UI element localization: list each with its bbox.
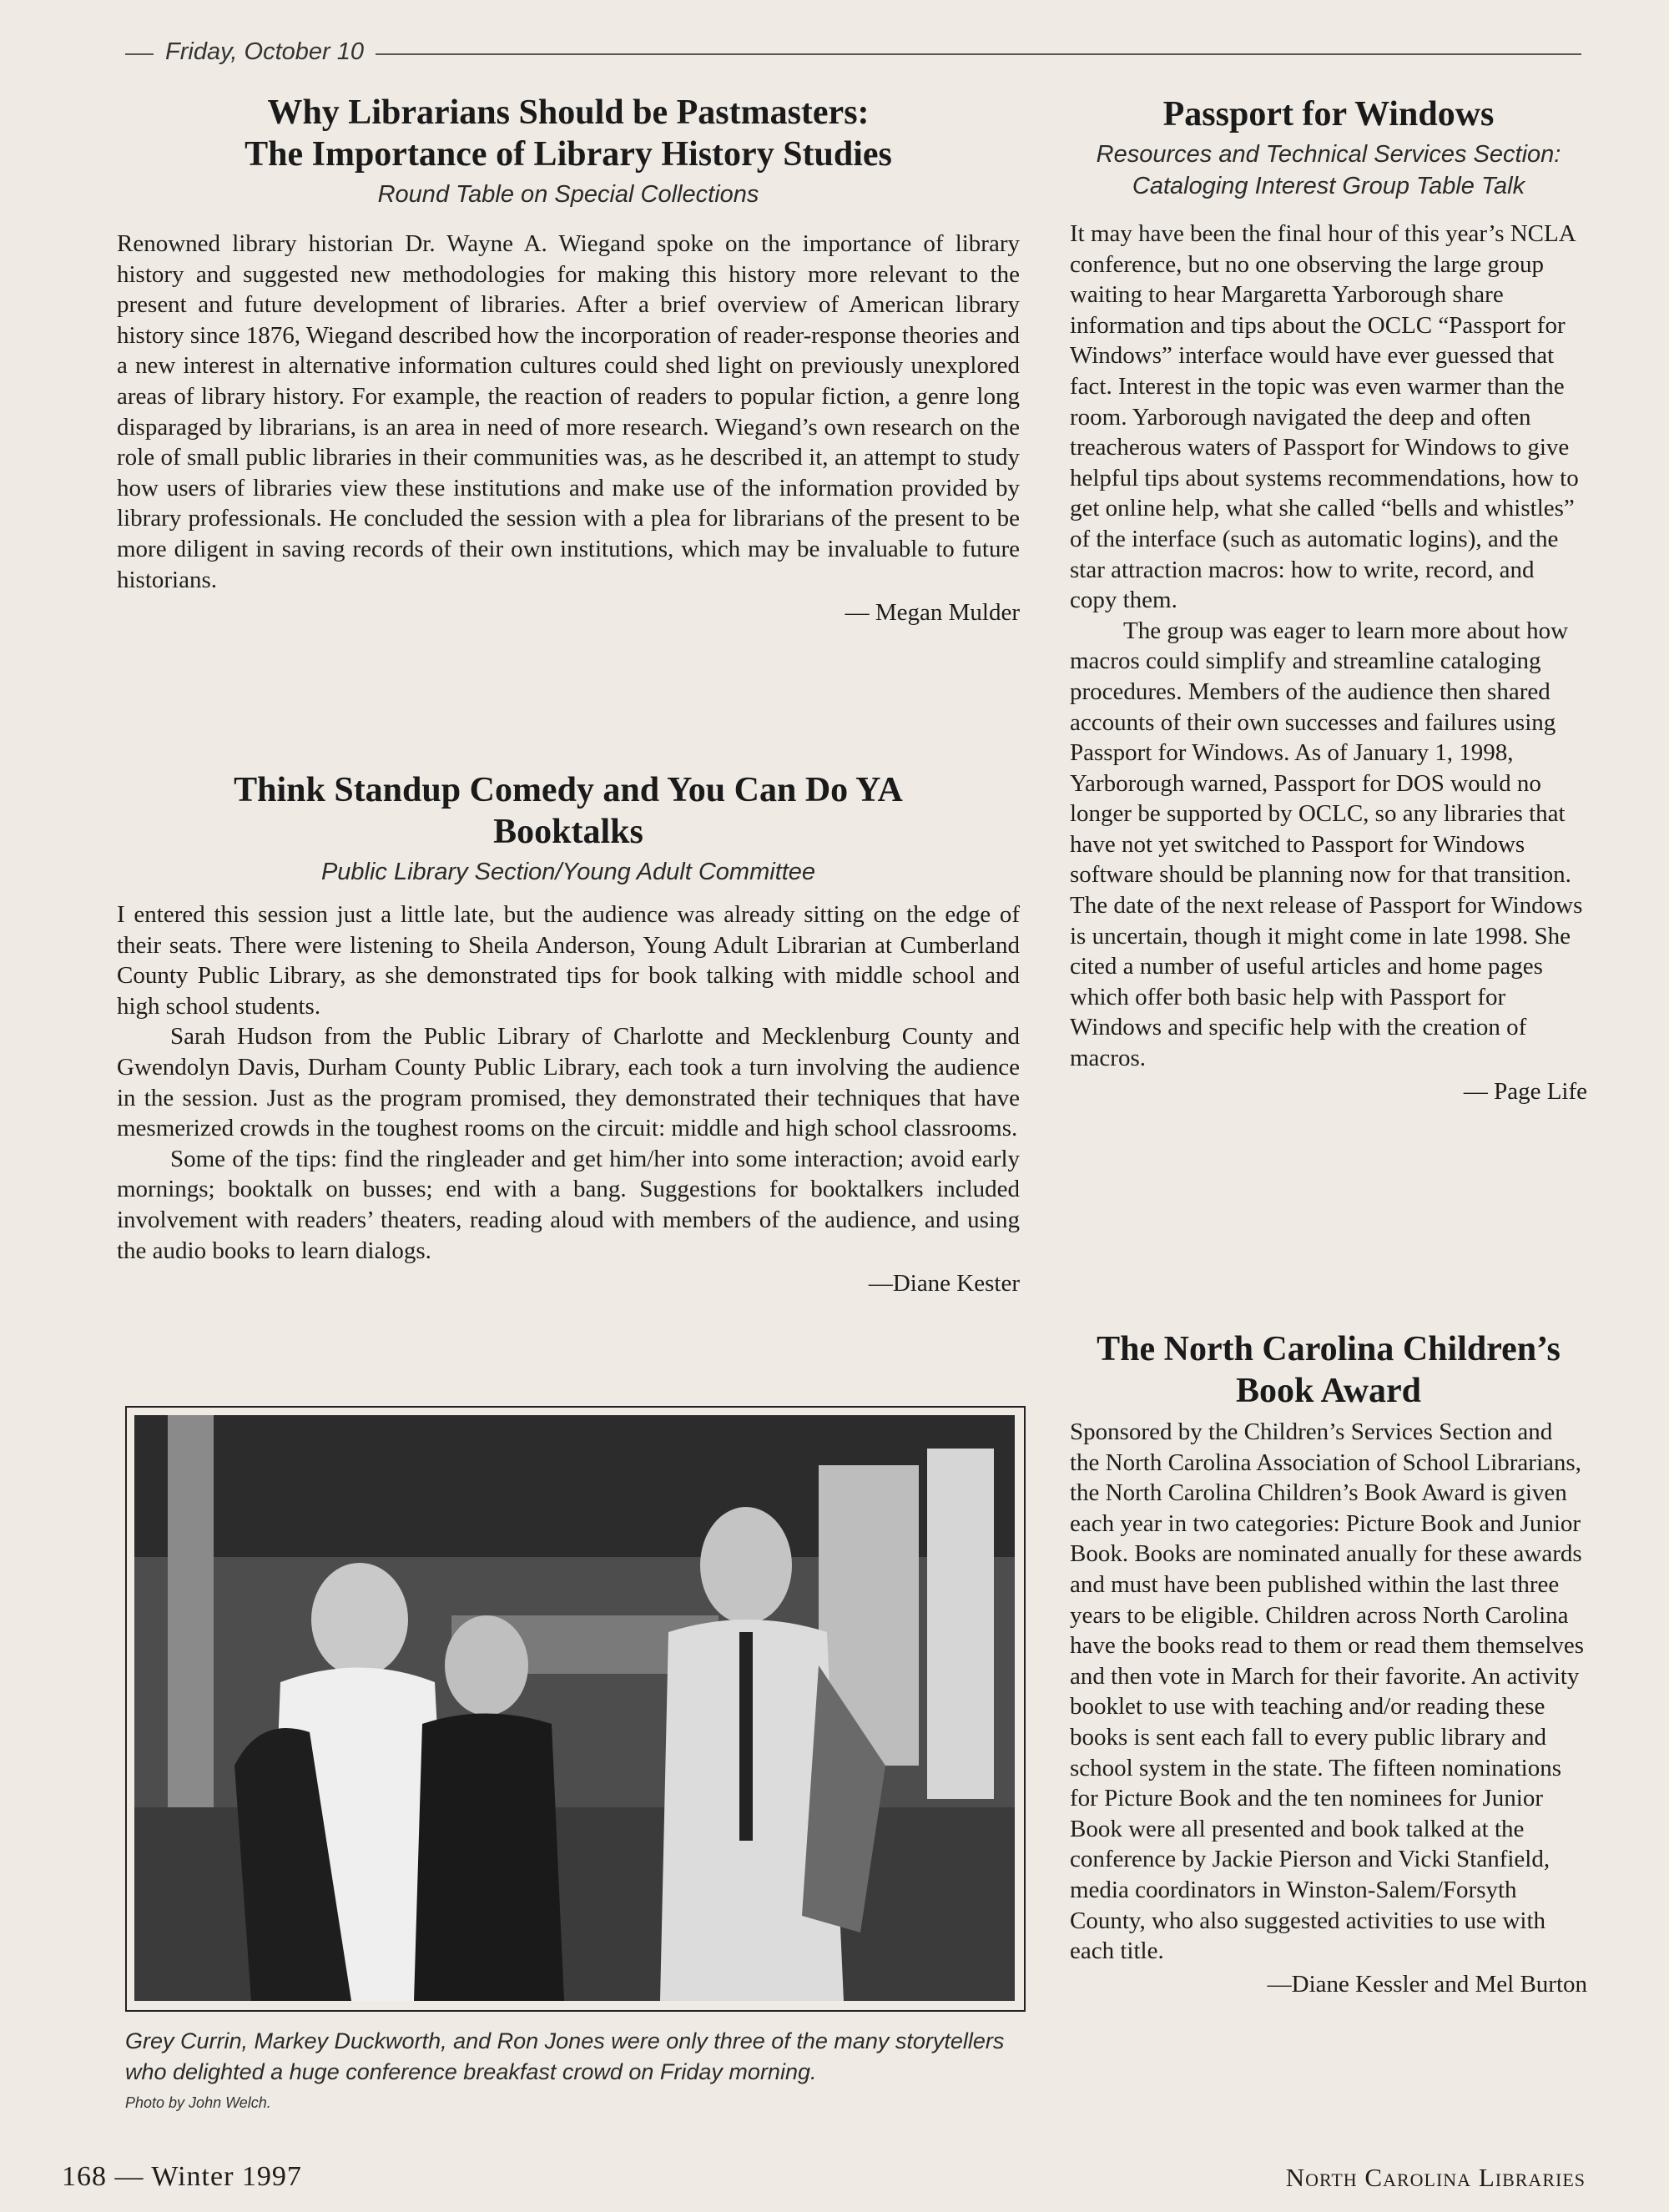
author-signature: —Diane Kester <box>868 1270 1020 1297</box>
photo-credit: Photo by John Welch. <box>125 2094 271 2111</box>
paragraph: Sarah Hudson from the Public Library of Charlotte and Mecklenburg County and Gwendolyn Davis, Durham County Public Library, each took a turn involving the audience in the session. Just as the program promised, they demonstrated their techniques that have mesmerized crowds in the toughest rooms on the circuit: middle and high school classrooms. <box>117 1023 1020 1142</box>
article-section: Public Library Section/Young Adult Committee <box>320 859 816 885</box>
header-rule <box>376 53 1581 55</box>
title-line-2: Book Award <box>1235 1372 1422 1410</box>
title-line-1: Why Librarians Should be Pastmasters: <box>267 93 870 132</box>
title-line-1: The North Carolina Children’s <box>1097 1330 1561 1368</box>
header-dash <box>125 53 154 55</box>
paragraph: The group was eager to learn more about how macros could simplify and streamline cataloging procedures. Members of the audience then shared accounts of their own successes and failures using Passport for Windows. As of January 1, 1998, Yarborough warned, Passport for DOS would no longer be supported by OCLC, so any libraries that have not yet switched to Passport for Windows software should be planning now for that transition. The date of the next release of Passport for Windows is uncertain, though it might come in late 1998. She cited a number of useful articles and home pages which offer both basic help with Passport for Windows and specific help with the creation of macros. <box>1070 617 1583 1072</box>
page-number-issue: 168 — Winter 1997 <box>62 2161 302 2192</box>
running-head-text: Friday, October 10 <box>165 38 365 65</box>
article-ya-booktalks <box>117 769 1020 1299</box>
paragraph: It may have been the final hour of this year’s NCLA conference, but no one observing the large group waiting to hear Margaretta Yarborough share information and tips about the OCLC “Passport for Windows” interface would have ever guessed that fact. Interest in the topic was even warmer than the room. Yarborough navigated the deep and often treacherous waters of Passport for Windows to give helpful tips about systems recommendations, how to get online help, what she called “bells and whistles” of the interface (such as automatic logins), and the star attraction macros: how to write, record, and copy them. <box>1070 220 1579 614</box>
article-title: Passport for Windows <box>1162 95 1495 134</box>
article-section <box>1070 139 1587 202</box>
photo-illustration <box>134 1415 1015 2001</box>
photo-caption: Grey Currin, Markey Duckworth, and Ron Jones were only three of the many storytellers who delighted a huge conference breakfast crowd on Friday morning. <box>125 2028 1005 2084</box>
article-title <box>1070 1328 1587 1412</box>
running-header <box>125 37 1581 70</box>
article-library-history <box>117 92 1020 628</box>
paragraph: Renowned library historian Dr. Wayne A. Wiegand spoke on the importance of library history and suggested new methodologies for making this history more relevant to the present and future development of libraries. After a brief overview of American library history since 1876, Wiegand described how the incorporation of reader-response theories and a new interest in alternative information cultures could shed light on previously unexplored areas of library history. For example, the reaction of readers to popular fiction, a genre long disparaged by librarians, is an area in need of more research. Wiegand’s own research on the role of small public libraries in their communities was, as he described it, an attempt to study how users of libraries view these institutions and make use of the information provided by library professionals. He concluded the session with a plea for librarians of the present to be more diligent in saving records of their own institutions, which may be invaluable to future historians. <box>117 230 1020 593</box>
article-passport-windows <box>1070 93 1587 1107</box>
title-line-1: Think Standup Comedy and You Can Do YA <box>234 771 903 809</box>
paragraph: Sponsored by the Children’s Services Section and the North Carolina Association of School Librarians, the North Carolina Children’s Book Award is given each year in two categories: Picture Book and Junior Book. Books are nominated anually for these awards and must have been published within the last three years to be eligible. Children across North Carolina have the books read to them or read them themselves and then vote in March for their favorite. An activity booklet to use with teaching and/or reading these books is sent each fall to every public library and school system in the state. The fifteen nominations for Picture Book and the ten nominees for Junior Book were all presented and book talked at the conference by Jackie Pierson and Vicki Stanfield, media coordinators in Winston-Salem/Forsyth County, who also suggested activities to use with each title. <box>1070 1418 1585 1965</box>
article-section: Round Table on Special Collections <box>377 181 759 208</box>
section-line-2: Cataloging Interest Group Table Talk <box>1132 173 1525 199</box>
title-line-2: The Importance of Library History Studies <box>245 135 892 174</box>
paragraph: I entered this session just a little late, but the audience was already sitting on the edge of their seats. There were listening to Sheila Anderson, Young Adult Librarian at Cumberland County Public Library, as she demonstrated tips for book talking with middle school and high school students. <box>117 901 1020 1020</box>
title-line-2: Booktalks <box>493 813 643 851</box>
article-title <box>117 769 1020 853</box>
author-signature: — Megan Mulder <box>845 599 1020 627</box>
storytellers-photo <box>134 1415 1015 2001</box>
author-signature: — Page Life <box>1463 1077 1587 1105</box>
article-children-book-award <box>1070 1328 1587 2000</box>
section-line-1: Resources and Technical Services Section: <box>1096 141 1561 168</box>
article-title <box>117 92 1020 175</box>
paragraph: Some of the tips: find the ringleader and get him/her into some interaction; avoid early mornings; booktalk on busses; end with a bang. Suggestions for booktalkers included involvement with readers’ theaters, reading aloud with members of the audience, and using the audio books to learn dialogs. <box>117 1145 1020 1264</box>
photo-frame <box>125 1406 1026 2012</box>
publication-name: North Carolina Libraries <box>1285 2163 1586 2192</box>
author-signature: —Diane Kessler and Mel Burton <box>1267 1970 1587 1998</box>
